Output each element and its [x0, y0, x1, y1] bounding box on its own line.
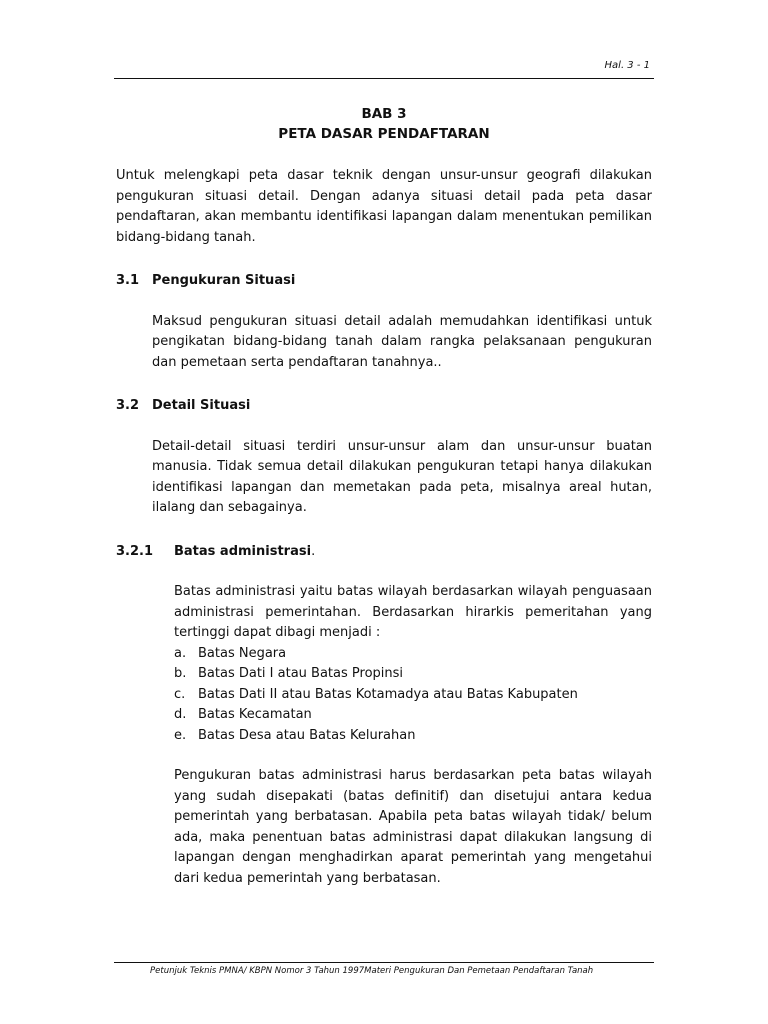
section-title: Detail Situasi — [152, 398, 251, 413]
list-item — [174, 644, 652, 665]
list-item — [174, 705, 652, 726]
list-text: Batas Dati II atau Batas Kotamadya atau Batas Kabupaten — [198, 686, 578, 702]
section-title-suffix: . — [311, 543, 316, 559]
document-body — [116, 104, 652, 889]
list-marker: d. — [174, 707, 187, 722]
footer-text: Petunjuk Teknis PMNA/ KBPN Nomor 3 Tahun 1997Materi Pengukuran Dan Pemetaan Pendaftaran Tanah — [150, 966, 594, 976]
list-text: Batas Kecamatan — [198, 707, 312, 722]
section-heading-3-1 — [116, 271, 652, 292]
list-text: Batas Negara — [198, 645, 287, 661]
list-item — [174, 726, 652, 747]
page-number: Hal. 3 - 1 — [604, 60, 650, 71]
chapter-title: PETA DASAR PENDAFTARAN — [278, 126, 490, 142]
section-heading-3-2-1 — [116, 542, 652, 563]
list-marker: c. — [174, 686, 186, 702]
list-item — [174, 685, 652, 706]
section-3-2-paragraph: Detail-detail situasi terdiri unsur-unsur alam dan unsur-unsur buatan manusia. Tidak semua detail dilakukan pengukuran tetapi hanya dilakukan identifikasi lapangan dan memetakan pada peta, misalnya areal hutan, ilalang dan sebagainya. — [152, 438, 652, 515]
list-marker: b. — [174, 666, 187, 681]
section-3-2-1-body — [116, 582, 652, 889]
intro-paragraph: Untuk melengkapi peta dasar teknik dengan unsur-unsur geografi dilakukan pengukuran situasi detail. Dengan adanya situasi detail pada peta dasar pendaftaran, akan membantu identifikasi lapangan dalam menentukan pemilikan bidang-bidang tanah. — [116, 168, 652, 245]
section-number: 3.1 — [116, 273, 140, 288]
boundary-list — [174, 644, 652, 747]
section-number: 3.2.1 — [116, 543, 154, 559]
list-text: Batas Dati I atau Batas Propinsi — [198, 666, 404, 681]
list-marker: e. — [174, 727, 187, 743]
chapter-label: BAB 3 — [361, 106, 407, 122]
section-3-2-1-paragraph-2: Pengukuran batas administrasi harus berdasarkan peta batas wilayah yang sudah disepakati (batas definitif) dan disetujui antara kedua pemerintah yang berbatasan. Apabila peta batas wilayah tidak/ belum ada, maka penentuan batas administrasi dapat dilakukan langsung di lapangan dengan menghadirkan aparat pemerintah yang mengetahui dari kedua pemerintah yang berbatasan. — [174, 768, 652, 886]
section-3-1-paragraph: Maksud pengukuran situasi detail adalah memudahkan identifikasi untuk pengikatan bidang-bidang tanah dalam rangka pelaksanaan pengukuran dan pemetaan serta pendaftaran tanahnya.. — [152, 313, 652, 370]
section-number: 3.2 — [116, 398, 140, 413]
list-marker: a. — [174, 645, 187, 661]
section-title: Pengukuran Situasi — [152, 273, 296, 288]
section-3-2-1-paragraph: Batas administrasi yaitu batas wilayah berdasarkan wilayah penguasaan administrasi pemerintahan. Berdasarkan hirarkis pemeritahan yang tertinggi dapat dibagi menjadi : — [174, 584, 652, 640]
list-text: Batas Desa atau Batas Kelurahan — [198, 727, 416, 743]
header-rule — [114, 78, 654, 79]
section-title: Batas administrasi — [174, 543, 312, 559]
list-item — [174, 664, 652, 685]
section-heading-3-2 — [116, 396, 652, 417]
footer-rule — [114, 962, 654, 963]
